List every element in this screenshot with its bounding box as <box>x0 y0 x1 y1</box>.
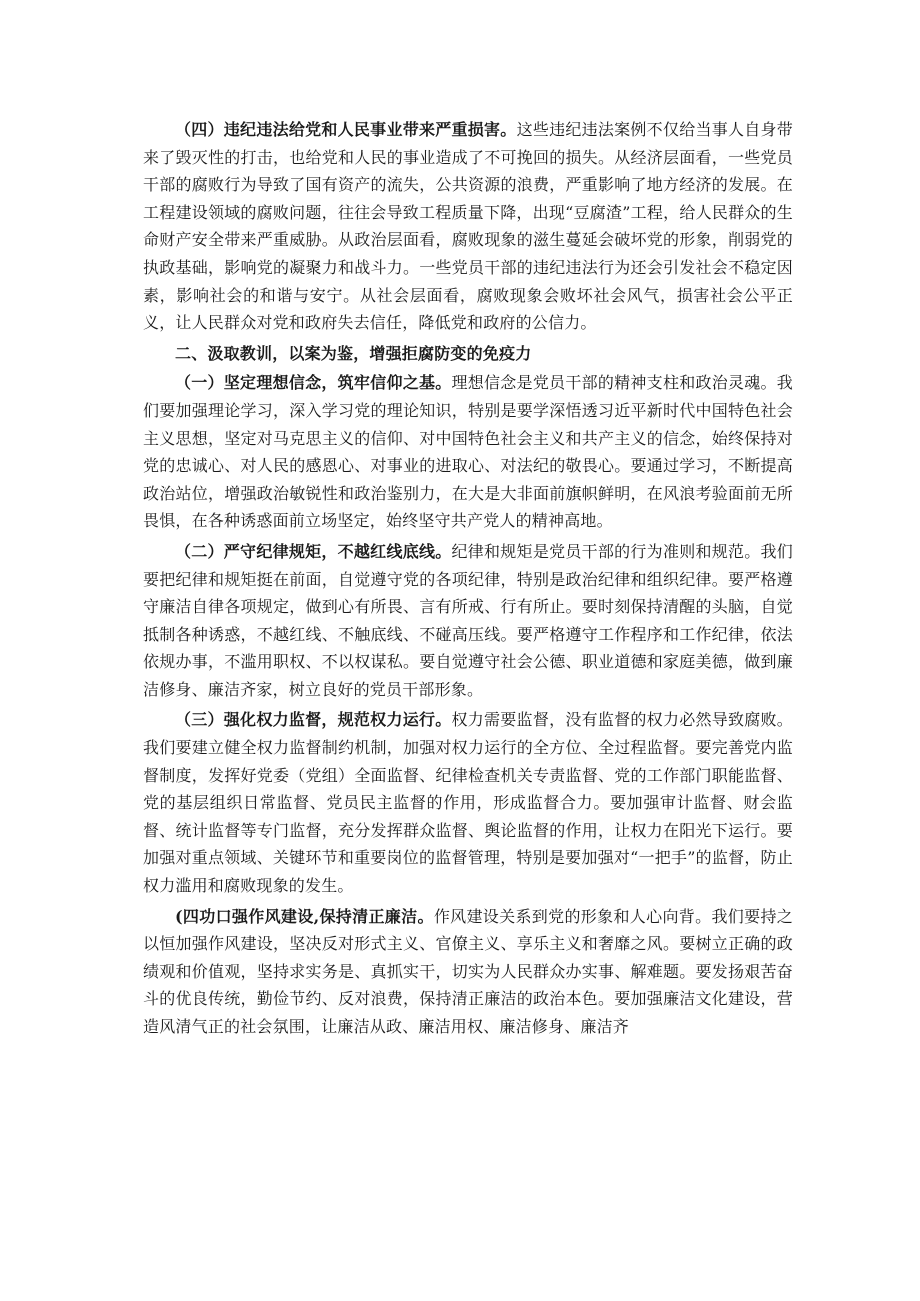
section-heading <box>143 340 793 368</box>
paragraph-ideals <box>143 369 793 535</box>
paragraph-body: 权力需要监督，没有监督的权力必然导致腐败。我们要建立健全权力监督制约机制，加强对权力运行的全方位、全过程监督。要完善党内监督制度，发挥好党委（党组）全面监督、纪律检查机关专责监督、党的工作部门职能监督、党的基层组织日常监督、党员民主监督的作用，形成监督合力。要加强审计监督、财会监督、统计监督等专门监督，充分发挥群众监督、舆论监督的作用，让权力在阳光下运行。要加强对重点领域、关键环节和重要岗位的监督管理，特别是要加强对“一把手”的监督，防止权力滥用和腐败现象的发生。 <box>143 710 793 896</box>
paragraph-lead: (四功口强作风建设,保持清正廉洁。 <box>175 906 434 926</box>
paragraph-body: 理想信念是党员干部的精神支柱和政治灵魂。我们要加强理论学习，深入学习党的理论知识，特别是要学深悟透习近平新时代中国特色社会主义思想，坚定对马克思主义的信仰、对中国特色社会主义和共产主义的信念，始终保持对党的忠诚心、对人民的感恩心、对事业的进取心、对法纪的敬畏心。要通过学习，不断提高政治站位，增强政治敏锐性和政治鉴别力，在大是大非面前旗帜鲜明，在风浪考验面前无所畏惧，在各种诱惑面前立场坚定，始终坚守共产党人的精神高地。 <box>143 373 793 531</box>
paragraph-lead: （一）坚定理想信念，筑牢信仰之基。 <box>175 373 452 393</box>
paragraph-lead: （四）违纪违法给党和人民事业带来严重损害。 <box>175 120 517 139</box>
paragraph-discipline <box>143 538 793 704</box>
paragraph-body: 纪律和规矩是党员干部的行为准则和规范。我们要把纪律和规矩挺在前面，自觉遵守党的各项纪律，特别是政治纪律和组织纪律。要严格遵守廉洁自律各项规定，做到心有所畏、言有所戒、行有所止。要时刻保持清醒的头脑，自觉抵制各种诱惑，不越红线、不触底线、不碰高压线。要严格遵守工作程序和工作纪律，依法依规办事，不滥用职权、不以权谋私。要自觉遵守社会公德、职业道德和家庭美德，做到廉洁修身、廉洁齐家，树立良好的党员干部形象。 <box>143 541 793 699</box>
paragraph-lead: （三）强化权力监督，规范权力运行。 <box>175 710 452 730</box>
paragraph-damage <box>143 116 793 337</box>
paragraph-body: 这些违纪违法案例不仅给当事人自身带来了毁灭性的打击，也给党和人民的事业造成了不可挽回的损失。从经济层面看，一些党员干部的腐败行为导致了国有资产的流失，公共资源的浪费，严重影响了地方经济的发展。在工程建设领域的腐败问题，往往会导致工程质量下降，出现“豆腐渣”工程，给人民群众的生命财产安全带来严重威胁。从政治层面看，腐败现象的滋生蔓延会破坏党的形象，削弱党的执政基础，影响党的凝聚力和战斗力。一些党员干部的违纪违法行为还会引发社会不稳定因素，影响社会的和谐与安宁。从社会层面看，腐败现象会败坏社会风气，损害社会公平正义，让人民群众对党和政府失去信任，降低党和政府的公信力。 <box>143 120 793 333</box>
document-body <box>143 116 793 1044</box>
paragraph-body: 作风建设关系到党的形象和人心向背。我们要持之以恒加强作风建设，坚决反对形式主义、官僚主义、享乐主义和奢靡之风。要树立正确的政绩观和价值观，坚持求实务是、真抓实干，切实为人民群众办实事、解难题。要发扬艰苦奋斗的优良传统，勤俭节约、反对浪费，保持清正廉洁的政治本色。要加强廉洁文化建设，营造风清气正的社会氛围，让廉洁从政、廉洁用权、廉洁修身、廉洁齐 <box>143 906 794 1036</box>
paragraph-lead: （二）严守纪律规矩，不越红线底线。 <box>175 541 452 561</box>
paragraph-conduct <box>143 903 793 1041</box>
section-heading-text: 二、汲取教训，以案为鉴，增强拒腐防变的免疫力 <box>175 343 532 363</box>
paragraph-supervision <box>143 706 793 899</box>
